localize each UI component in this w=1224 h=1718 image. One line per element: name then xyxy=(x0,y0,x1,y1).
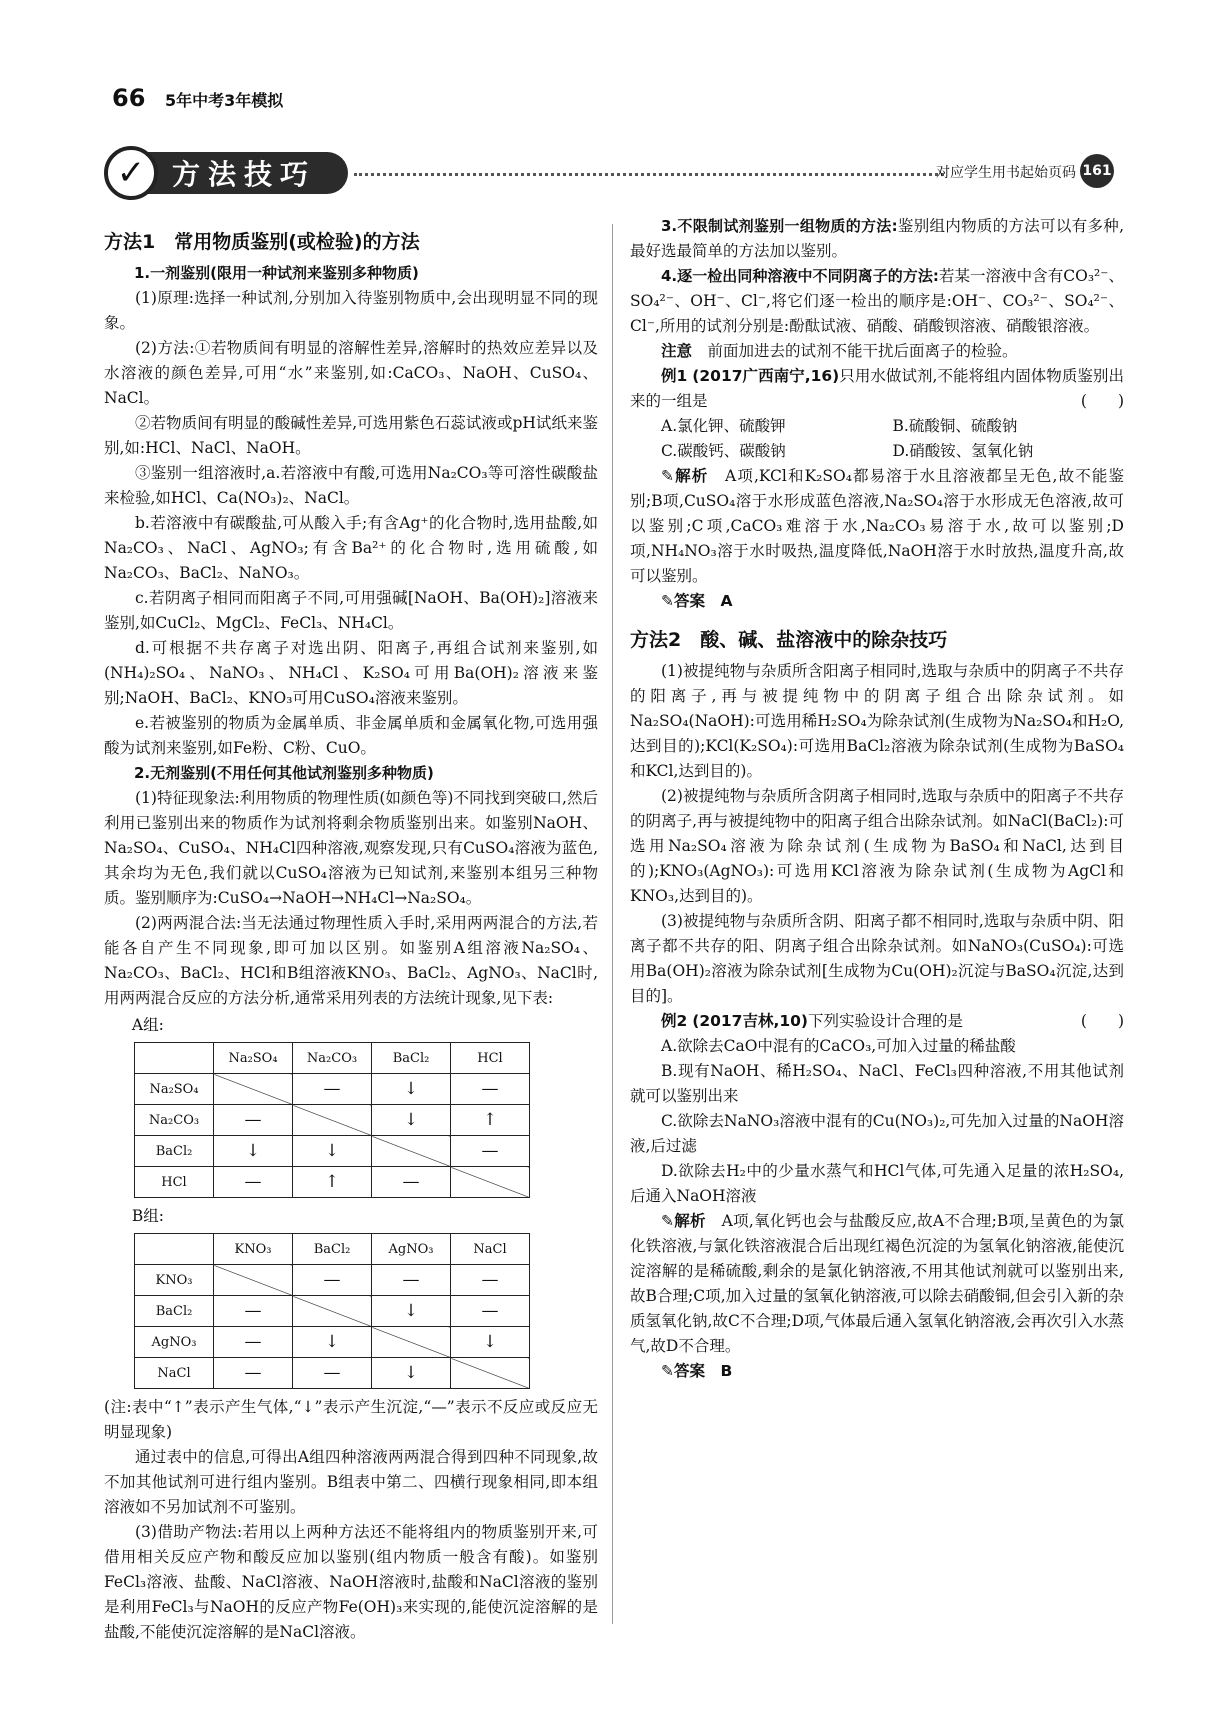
table-cell xyxy=(214,1074,293,1105)
table-a-label: A组: xyxy=(131,1016,164,1034)
table-row xyxy=(135,1167,530,1198)
table-row xyxy=(135,1296,530,1327)
paragraph xyxy=(630,264,1124,339)
table-cell xyxy=(293,1105,372,1136)
example-2-stem xyxy=(630,1009,1124,1034)
row-header-cell: BaCl₂ xyxy=(135,1296,214,1327)
table-cell: ↓ xyxy=(293,1327,372,1358)
table-header-cell: Na₂CO₃ xyxy=(293,1043,372,1074)
left-column xyxy=(104,224,598,1645)
table-cell: — xyxy=(451,1265,530,1296)
table-row xyxy=(135,1074,530,1105)
example-stem-text: 只用水做试剂,不能将组内固体物质鉴别出来的一组是 xyxy=(630,367,1124,410)
paragraph: (3)被提纯物与杂质所含阴、阳离子都不相同时,选取与杂质中阴、阳离子都不共存的阳、阴离子组合出除杂试剂。如NaNO₃(CuSO₄):可选用Ba(OH)₂溶液为除杂试剂[生成物为Cu(OH)₂沉淀与BaSO₄沉淀,达到目的]。 xyxy=(630,912,1124,1005)
note-label: 注意 xyxy=(661,342,693,360)
table-cell: — xyxy=(293,1074,372,1105)
table-header-row xyxy=(135,1043,530,1074)
paragraph: (2)被提纯物与杂质所含阴离子相同时,选取与杂质中的阳离子不共存的阴离子,再与被提纯物中的阳离子组合出除杂试剂。如NaCl(BaCl₂):可选用Na₂SO₄溶液为除杂试剂(生成物为BaSO₄和NaCl,达到目的);KNO₃(AgNO₃):可选用KCl溶液为除杂试剂(生成物为AgCl和KNO₃,达到目的)。 xyxy=(630,787,1124,905)
option-a: A.氯化钾、硫酸钾 xyxy=(661,417,786,435)
paragraph xyxy=(630,214,1124,264)
table-header-cell: HCl xyxy=(451,1043,530,1074)
example-2-answer xyxy=(630,1359,1124,1384)
table-header-cell: BaCl₂ xyxy=(372,1043,451,1074)
table-cell: — xyxy=(451,1296,530,1327)
table-row xyxy=(135,1327,530,1358)
table-cell: — xyxy=(214,1358,293,1389)
table-cell xyxy=(451,1358,530,1389)
answer-value: A xyxy=(720,592,733,610)
table-cell: ↑ xyxy=(451,1105,530,1136)
table-header-cell: AgNO₃ xyxy=(372,1234,451,1265)
paragraph: (2)两两混合法:当无法通过物理性质入手时,采用两两混合的方法,若能各自产生不同现象,即可加以区别。如鉴别A组溶液Na₂SO₄、Na₂CO₃、BaCl₂、HCl和B组溶液KNO₃、BaCl₂、AgNO₃、NaCl时,用两两混合反应的方法分析,通常采用列表的方法统计现象,见下表: xyxy=(104,914,598,1007)
example-label: 例1 xyxy=(661,367,688,385)
paragraph: ②若物质间有明显的酸碱性差异,可选用紫色石蕊试液或pH试纸来鉴别,如:HCl、NaCl、NaOH。 xyxy=(104,414,598,457)
table-cell: ↑ xyxy=(293,1167,372,1198)
table-cell xyxy=(293,1296,372,1327)
table-row xyxy=(135,1136,530,1167)
paragraph: 通过表中的信息,可得出A组四种溶液两两混合得到四种不同现象,故不加其他试剂可进行组内鉴别。B组表中第二、四横行现象相同,即本组溶液如不另加试剂不可鉴别。 xyxy=(104,1448,598,1516)
table-cell: ↓ xyxy=(451,1327,530,1358)
row-header-cell: AgNO₃ xyxy=(135,1327,214,1358)
example-2-analysis xyxy=(630,1209,1124,1359)
example-1-options xyxy=(630,414,1124,464)
table-cell: — xyxy=(214,1296,293,1327)
example-source: (2017吉林,10) xyxy=(692,1012,809,1030)
paragraph: b.若溶液中有碳酸盐,可从酸入手;有含Ag⁺的化合物时,选用盐酸,如Na₂CO₃、NaCl、AgNO₃;有含Ba²⁺的化合物时,选用硫酸,如Na₂CO₃、BaCl₂、NaNO₃。 xyxy=(104,514,598,582)
row-header-cell: BaCl₂ xyxy=(135,1136,214,1167)
paragraph: e.若被鉴别的物质为金属单质、非金属单质和金属氧化物,可选用强酸为试剂来鉴别,如Fe粉、C粉、CuO。 xyxy=(104,714,598,757)
option-d: D.欲除去H₂中的少量水蒸气和HCl气体,可先通入足量的浓H₂SO₄,后通入NaOH溶液 xyxy=(630,1162,1124,1205)
row-header-cell: Na₂CO₃ xyxy=(135,1105,214,1136)
table-header-cell: BaCl₂ xyxy=(293,1234,372,1265)
table-cell: ↓ xyxy=(372,1358,451,1389)
answer-value: B xyxy=(720,1362,733,1380)
paragraph: ③鉴别一组溶液时,a.若溶液中有酸,可选用Na₂CO₃等可溶性碳酸盐来检验,如HCl、Ca(NO₃)₂、NaCl。 xyxy=(104,464,598,507)
ref-page-badge: 161 xyxy=(1080,154,1114,188)
paragraph: (2)方法:①若物质间有明显的溶解性差异,溶解时的热效应差异以及水溶液的颜色差异,可用“水”来鉴别,如:CaCO₃、NaOH、CuSO₄、NaCl。 xyxy=(104,339,598,407)
table-header-cell: NaCl xyxy=(451,1234,530,1265)
paragraph: d.可根据不共存离子对选出阴、阳离子,再组合试剂来鉴别,如(NH₄)₂SO₄、NaNO₃、NH₄Cl、K₂SO₄可用Ba(OH)₂溶液来鉴别;NaOH、BaCl₂、KNO₃可用CuSO₄溶液来鉴别。 xyxy=(104,639,598,707)
table-row xyxy=(135,1265,530,1296)
analysis-label: ✎解析 xyxy=(661,1212,706,1230)
table-note: (注:表中“↑”表示产生气体,“↓”表示产生沉淀,“—”表示不反应或反应无明显现象) xyxy=(104,1398,598,1441)
method2-title: 方法2 酸、碱、盐溶液中的除杂技巧 xyxy=(630,629,948,651)
table-cell: ↓ xyxy=(372,1296,451,1327)
table-cell: ↓ xyxy=(372,1105,451,1136)
right-column xyxy=(630,214,1124,1384)
banner-title: 方法技巧 xyxy=(138,152,348,194)
dotted-divider xyxy=(354,173,944,176)
paragraph: c.若阴离子相同而阳离子不同,可用强碱[NaOH、Ba(OH)₂]溶液来鉴别,如CuCl₂、MgCl₂、FeCl₃、NH₄Cl。 xyxy=(104,589,598,632)
checkmark-icon: ✓ xyxy=(104,146,158,200)
example-source: (2017广西南宁,16) xyxy=(692,367,840,385)
table-cell: — xyxy=(451,1074,530,1105)
table-header-cell: Na₂SO₄ xyxy=(214,1043,293,1074)
analysis-text: A项,KCl和K₂SO₄都易溶于水且溶液都呈无色,故不能鉴别;B项,CuSO₄溶于水形成蓝色溶液,Na₂SO₄溶于水形成无色溶液,故可以鉴别;C项,CaCO₃难溶于水,Na₂CO₃易溶于水,故可以鉴别;D项,NH₄NO₃溶于水时吸热,温度降低,NaOH溶于水时放热,温度升高,故可以鉴别。 xyxy=(630,467,1124,585)
table-cell xyxy=(451,1167,530,1198)
table-cell xyxy=(214,1265,293,1296)
analysis-text: A项,氧化钙也会与盐酸反应,故A不合理;B项,呈黄色的为氯化铁溶液,与氯化铁溶液混合后出现红褐色沉淀的为氢氧化钠溶液,能使沉淀溶解的是稀硫酸,剩余的是氯化钠溶液,不用其他试剂就可以鉴别出来,故B合理;C项,加入过量的氢氧化钠溶液,可以除去硝酸铜,但会引入新的杂质氢氧化钠,故C不合理;D项,气体最后通入氢氧化钠溶液,会再次引入水蒸气,故D不合理。 xyxy=(630,1212,1124,1355)
table-row xyxy=(135,1358,530,1389)
answer-label: ✎答案 xyxy=(661,592,706,610)
example-stem-text: 下列实验设计合理的是 xyxy=(808,1012,964,1030)
table-cell: — xyxy=(214,1327,293,1358)
option-c: C.碳酸钙、碳酸钠 xyxy=(661,442,786,460)
section-3-title: 3.不限制试剂鉴别一组物质的方法: xyxy=(661,217,898,235)
example-1-answer xyxy=(630,589,1124,614)
method1-title: 方法1 常用物质鉴别(或检验)的方法 xyxy=(104,231,420,253)
table-cell: — xyxy=(372,1167,451,1198)
answer-label: ✎答案 xyxy=(661,1362,706,1380)
section-1-title: 1.一剂鉴别(限用一种试剂来鉴别多种物质) xyxy=(134,264,419,282)
section-banner xyxy=(104,146,1114,202)
table-cell xyxy=(372,1136,451,1167)
table-cell: ↓ xyxy=(293,1136,372,1167)
section-4-title: 4.逐一检出同种溶液中不同阴离子的方法: xyxy=(661,267,939,285)
table-cell: — xyxy=(214,1105,293,1136)
example-1-stem xyxy=(630,364,1124,414)
answer-bracket: ( ) xyxy=(1080,392,1124,410)
row-header-cell: KNO₃ xyxy=(135,1265,214,1296)
table-cell: — xyxy=(293,1358,372,1389)
table-cell: — xyxy=(214,1167,293,1198)
paragraph: (1)原理:选择一种试剂,分别加入待鉴别物质中,会出现明显不同的现象。 xyxy=(104,289,598,332)
table-row xyxy=(135,1105,530,1136)
section-4-text: 若某一溶液中含有CO₃²⁻、SO₄²⁻、OH⁻、Cl⁻,将它们逐一检出的顺序是:OH⁻、CO₃²⁻、SO₄²⁻、Cl⁻,所用的试剂分别是:酚酞试液、硝酸、硝酸钡溶液、硝酸银溶液。 xyxy=(630,267,1124,335)
page-header xyxy=(112,84,283,112)
row-header-cell: Na₂SO₄ xyxy=(135,1074,214,1105)
table-header-cell xyxy=(135,1043,214,1074)
ref-note: 对应学生用书起始页码 xyxy=(936,165,1076,181)
option-b: B.硫酸铜、硫酸钠 xyxy=(892,417,1018,435)
section-2-title: 2.无剂鉴别(不用任何其他试剂鉴别多种物质) xyxy=(134,764,434,782)
table-header-cell xyxy=(135,1234,214,1265)
table-b-label: B组: xyxy=(131,1207,165,1225)
option-d: D.硝酸铵、氢氧化钠 xyxy=(892,442,1034,460)
section-3-text: 鉴别组内物质的方法可以有多种,最好选最简单的方法加以鉴别。 xyxy=(630,217,1124,260)
table-a xyxy=(134,1042,530,1198)
option-c: C.欲除去NaNO₃溶液中混有的Cu(NO₃)₂,可先加入过量的NaOH溶液,后过滤 xyxy=(630,1112,1124,1155)
note-paragraph xyxy=(630,339,1124,364)
option-b: B.现有NaOH、稀H₂SO₄、NaCl、FeCl₃四种溶液,不用其他试剂就可以鉴别出来 xyxy=(630,1062,1124,1105)
table-cell: — xyxy=(451,1136,530,1167)
table-cell xyxy=(372,1327,451,1358)
answer-bracket: ( ) xyxy=(1080,1012,1124,1030)
table-header-cell: KNO₃ xyxy=(214,1234,293,1265)
example-1-analysis xyxy=(630,464,1124,589)
table-cell: ↓ xyxy=(372,1074,451,1105)
option-a: A.欲除去CaO中混有的CaCO₃,可加入过量的稀盐酸 xyxy=(661,1037,1016,1055)
table-cell: ↓ xyxy=(214,1136,293,1167)
table-b xyxy=(134,1233,530,1389)
example-label: 例2 xyxy=(661,1012,688,1030)
paragraph: (1)特征现象法:利用物质的物理性质(如颜色等)不同找到突破口,然后利用已鉴别出来的物质作为试剂将剩余物质鉴别出来。如鉴别NaOH、Na₂SO₄、CuSO₄、NH₄Cl四种溶液,观察发现,只有CuSO₄溶液为蓝色,其余均为无色,我们就以CuSO₄溶液为已知试剂,来鉴别本组另三种物质。鉴别顺序为:CuSO₄→NaOH→NH₄Cl→Na₂SO₄。 xyxy=(104,789,598,907)
table-cell: — xyxy=(372,1265,451,1296)
analysis-label: ✎解析 xyxy=(661,467,709,485)
note-text: 前面加进去的试剂不能干扰后面离子的检验。 xyxy=(707,342,1018,360)
paragraph: (1)被提纯物与杂质所含阳离子相同时,选取与杂质中的阴离子不共存的阳离子,再与被提纯物中的阴离子组合出除杂试剂。如Na₂SO₄(NaOH):可选用稀H₂SO₄为除杂试剂(生成物为Na₂SO₄和H₂O,达到目的);KCl(K₂SO₄):可选用BaCl₂溶液为除杂试剂(生成物为BaSO₄和KCl,达到目的)。 xyxy=(630,662,1124,780)
table-header-row xyxy=(135,1234,530,1265)
row-header-cell: NaCl xyxy=(135,1358,214,1389)
row-header-cell: HCl xyxy=(135,1167,214,1198)
book-title: 5年中考3年模拟 xyxy=(164,91,284,110)
paragraph: (3)借助产物法:若用以上两种方法还不能将组内的物质鉴别开来,可借用相关反应产物和酸反应加以鉴别(组内物质一般含有酸)。如鉴别FeCl₃溶液、盐酸、NaCl溶液、NaOH溶液时,盐酸和NaCl溶液的鉴别是利用FeCl₃与NaOH的反应产物Fe(OH)₃来实现的,能使沉淀溶解的是盐酸,不能使沉淀溶解的是NaCl溶液。 xyxy=(104,1523,598,1641)
column-divider xyxy=(612,224,613,1624)
page-number: 66 xyxy=(112,84,146,112)
table-cell: — xyxy=(293,1265,372,1296)
